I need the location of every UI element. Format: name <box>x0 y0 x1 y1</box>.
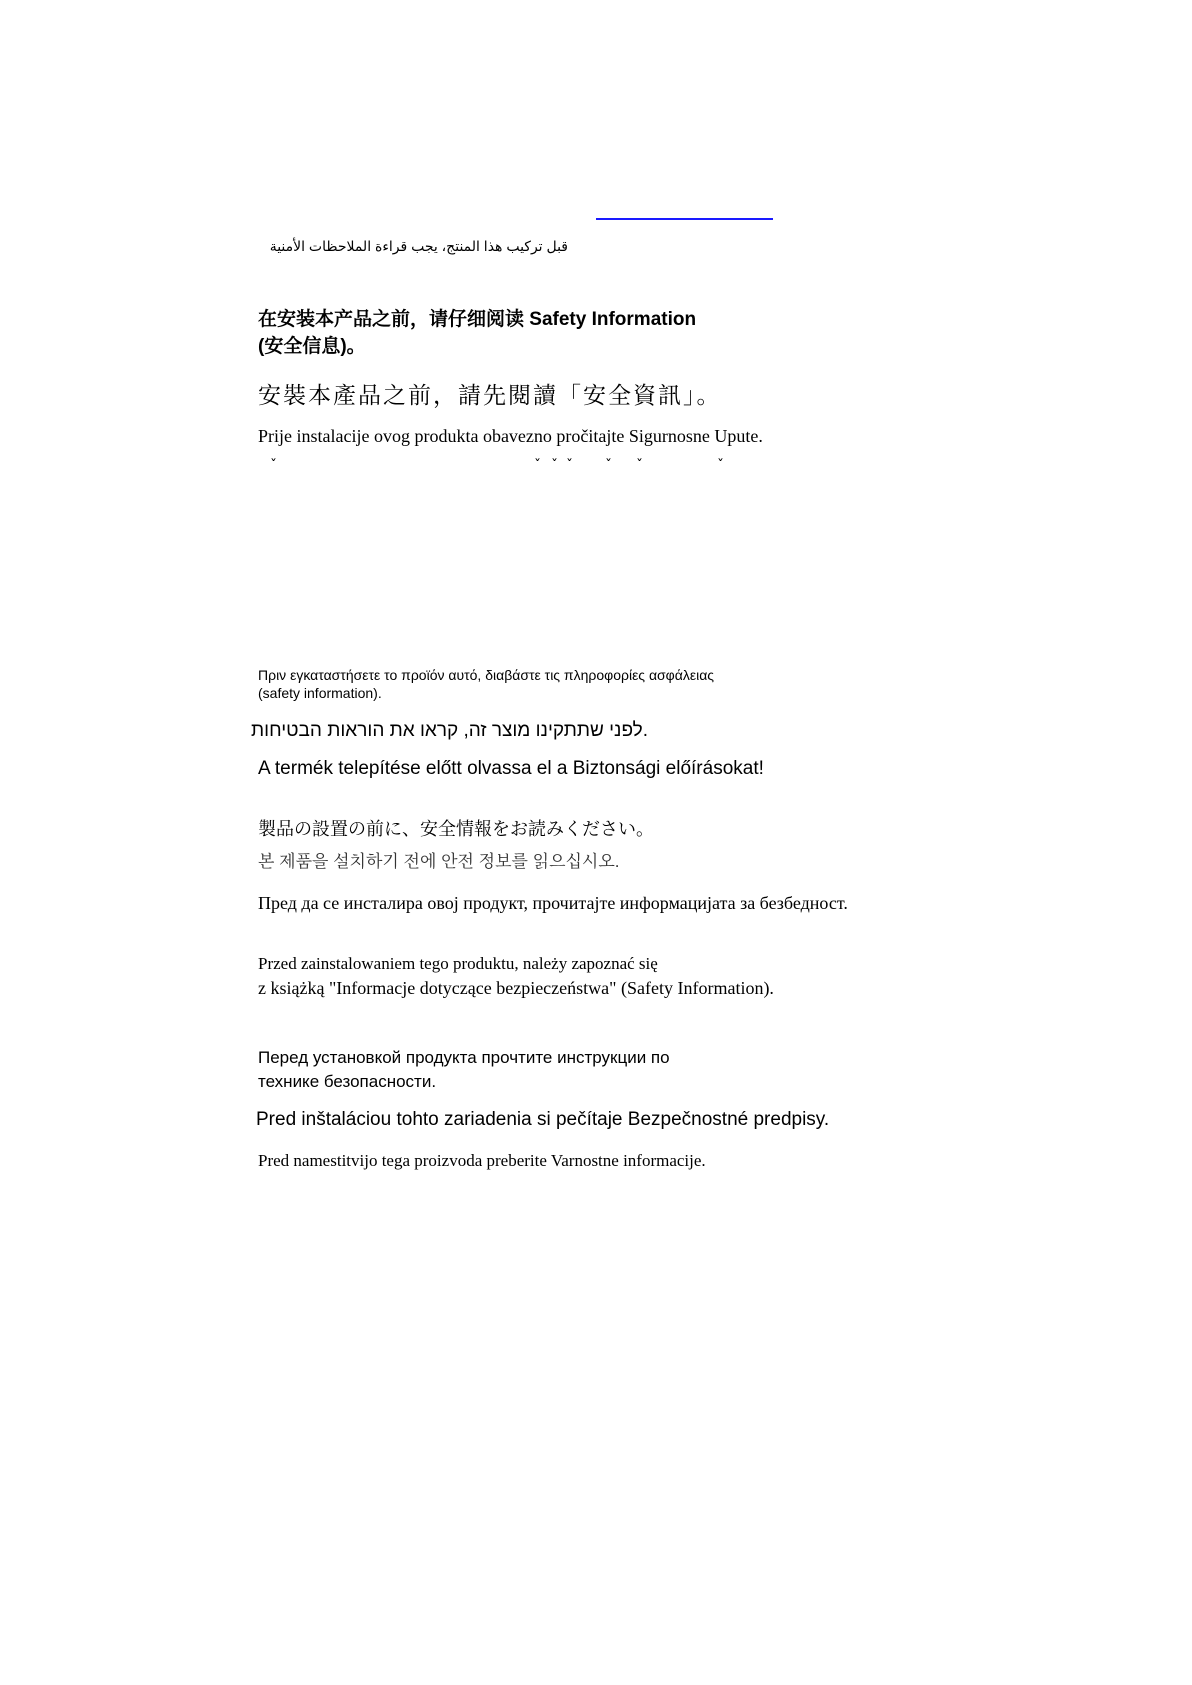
hungarian-notice: A termék telepítése előtt olvassa el a Biztonsági előírásokat! <box>258 758 764 779</box>
russian-notice-line-2: технике безопасности. <box>258 1072 437 1091</box>
korean-notice: 본 제품을 설치하기 전에 안전 정보를 읽으십시오. <box>258 852 620 871</box>
russian-notice-line-1: Перед установкой продукта прочтите инструкции по <box>258 1048 670 1067</box>
caron-mark: ˇ <box>551 458 558 474</box>
caron-marks-row <box>0 459 1192 473</box>
chinese-simplified-notice-line-2: (安全信息)。 <box>258 336 366 357</box>
chinese-simplified-notice-line-1: 在安装本产品之前，请仔细阅读 Safety Information <box>258 309 697 330</box>
slovenian-notice: Pred namestitvijo tega proizvoda preberite Varnostne informacije. <box>258 1151 706 1170</box>
croatian-notice: Prije instalacije ovog produkta obavezno pročitajte Sigurnosne Upute. <box>258 426 763 446</box>
caron-mark: ˇ <box>636 458 643 474</box>
arabic-notice: قبل تركيب هذا المنتج، يجب قراءة الملاحظات الأمنية <box>269 238 568 254</box>
greek-notice-line-1: Πριν εγκαταστήσετε το προϊόν αυτό, διαβάστε τις πληροφορίες ασφάλειας <box>258 667 715 683</box>
polish-notice-line-2: z książką "Informacje dotyczące bezpieczeństwa" (Safety Information). <box>258 978 774 998</box>
greek-notice-line-2: (safety information). <box>258 685 382 701</box>
caron-mark: ˇ <box>605 458 612 474</box>
caron-mark: ˇ <box>566 458 573 474</box>
polish-notice-line-1: Przed zainstalowaniem tego produktu, należy zapoznać się <box>258 954 658 973</box>
chinese-traditional-notice: 安裝本產品之前，請先閱讀「安全資訊」。 <box>258 383 722 408</box>
hebrew-notice: .לפני שתתקינו מוצר זה, קראו את הוראות הבטיחות <box>251 720 648 741</box>
caron-mark: ˇ <box>534 458 541 474</box>
macedonian-notice: Пред да се инсталира овој продукт, прочитајте информацијата за безбедност. <box>258 893 848 913</box>
caron-mark: ˇ <box>270 458 277 474</box>
hyperlink-underline <box>596 218 773 220</box>
caron-mark: ˇ <box>717 458 724 474</box>
slovak-notice: Pred inštaláciou tohto zariadenia si pečítaje Bezpečnostné predpisy. <box>256 1109 830 1130</box>
japanese-notice: 製品の設置の前に、安全情報をお読みください。 <box>258 819 654 839</box>
